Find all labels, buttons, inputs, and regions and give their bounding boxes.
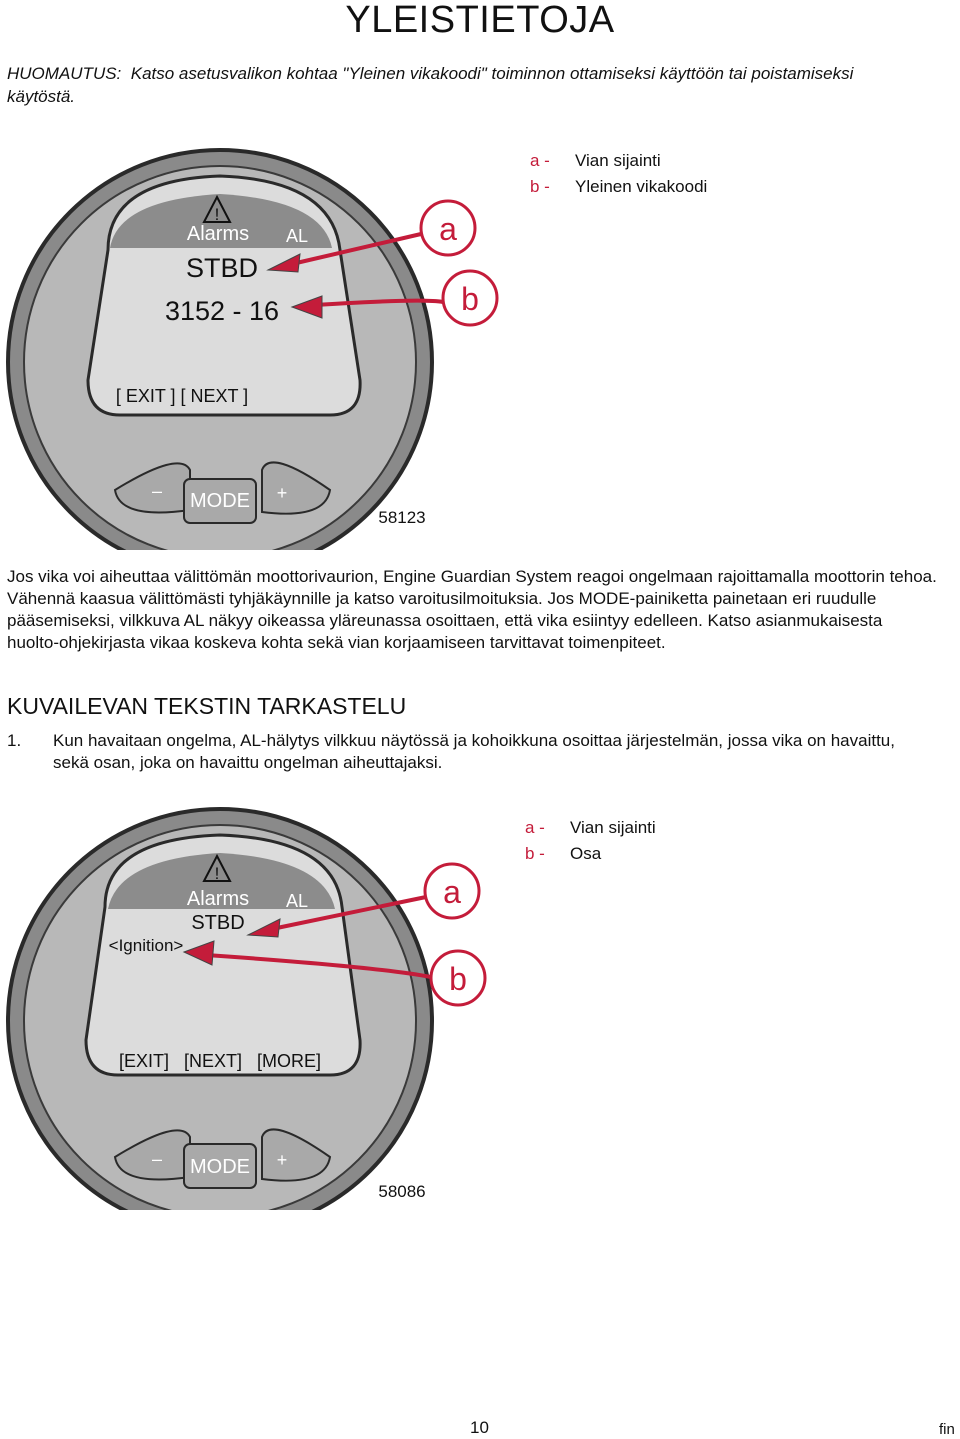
mode-label: MODE bbox=[190, 490, 250, 512]
legend-value: Vian sijainti bbox=[575, 151, 661, 170]
fault-code-text: 3152 - 16 bbox=[164, 296, 280, 326]
legend-value: Yleinen vikakoodi bbox=[575, 177, 708, 196]
component-text: <Ignition> bbox=[108, 936, 184, 955]
note-text-2: toiminnon ottamiseksi käyttöön tai poistamiseksi käytöstä. bbox=[7, 64, 854, 106]
minus-label: – bbox=[151, 1149, 163, 1169]
legend-value: Osa bbox=[570, 844, 602, 863]
alarms-label: Alarms bbox=[186, 223, 250, 245]
plus-label: + bbox=[276, 1150, 288, 1170]
page-title: YLEISTIETOJA bbox=[345, 0, 615, 41]
list-number: 1. bbox=[7, 731, 22, 750]
body-paragraph: Jos vika voi aiheuttaa välittömän moottorivaurion, Engine Guardian System reagoi ongelmaan rajoittamalla moottorin tehoa. Vähennä kaasua välittömästi tyhjäkäynnille ja katso varoitusilmoituksia. Jos MODE-painiketta painetaan eri ruudulle pääsemiseksi, vilkkuva AL näkyy oikeassa yläreunassa osoittaen, että vika esiintyy edelleen. Katso asianmukaisesta huolto-ohjekirjasta vikaa koskeva kohta sekä vian korjaamiseen tarvittavat toimenpiteet. bbox=[7, 567, 937, 652]
gauge-figure-2 bbox=[0, 795, 520, 1210]
list-item-1 bbox=[7, 730, 937, 776]
figure-id: 58123 bbox=[378, 508, 426, 527]
section-heading: KUVAILEVAN TEKSTIN TARKASTELU bbox=[7, 693, 407, 719]
location-text: STBD bbox=[185, 253, 259, 283]
note-label: HUOMAUTUS: bbox=[7, 64, 122, 83]
language-code: fin bbox=[939, 1421, 955, 1438]
legend-figure-2 bbox=[525, 815, 825, 867]
minus-label: – bbox=[151, 481, 163, 501]
alarms-label: Alarms bbox=[186, 888, 250, 910]
legend-row-a bbox=[530, 148, 830, 174]
page-number: 10 bbox=[470, 1418, 489, 1437]
callout-b-label: b bbox=[461, 281, 479, 317]
note-text-1: Katso asetusvalikon kohtaa bbox=[130, 64, 343, 83]
al-indicator: AL bbox=[285, 226, 309, 246]
softkey-labels: [EXIT] [NEXT] [MORE] bbox=[118, 1051, 322, 1071]
callout-b-label: b bbox=[449, 961, 467, 997]
mode-label: MODE bbox=[190, 1156, 250, 1178]
legend-row-a bbox=[525, 815, 825, 841]
note-quoted: "Yleinen vikakoodi" bbox=[342, 64, 487, 83]
legend-figure-1 bbox=[530, 148, 830, 200]
gauge-figure-1 bbox=[0, 130, 520, 550]
legend-key: b - bbox=[530, 177, 550, 196]
plus-label: + bbox=[276, 483, 288, 503]
note bbox=[7, 62, 907, 108]
callout-a-label: a bbox=[443, 874, 461, 910]
callout-a-label: a bbox=[439, 211, 457, 247]
legend-key: b - bbox=[525, 844, 545, 863]
al-indicator: AL bbox=[285, 891, 309, 911]
legend-row-b bbox=[525, 841, 825, 867]
location-text: STBD bbox=[191, 912, 245, 934]
legend-value: Vian sijainti bbox=[570, 818, 656, 837]
figure-id: 58086 bbox=[378, 1182, 426, 1201]
softkey-labels: [ EXIT ] [ NEXT ] bbox=[115, 386, 249, 406]
legend-row-b bbox=[530, 174, 830, 200]
legend-key: a - bbox=[525, 818, 545, 837]
warning-glyph: ! bbox=[214, 864, 220, 883]
list-text: Kun havaitaan ongelma, AL-hälytys vilkkuu näytössä ja kohoikkuna osoittaa järjestelmän, jossa vika on havaittu, sekä osan, joka on havaittu ongelman aiheuttajaksi. bbox=[53, 731, 895, 772]
warning-glyph: ! bbox=[214, 205, 220, 224]
legend-key: a - bbox=[530, 151, 550, 170]
